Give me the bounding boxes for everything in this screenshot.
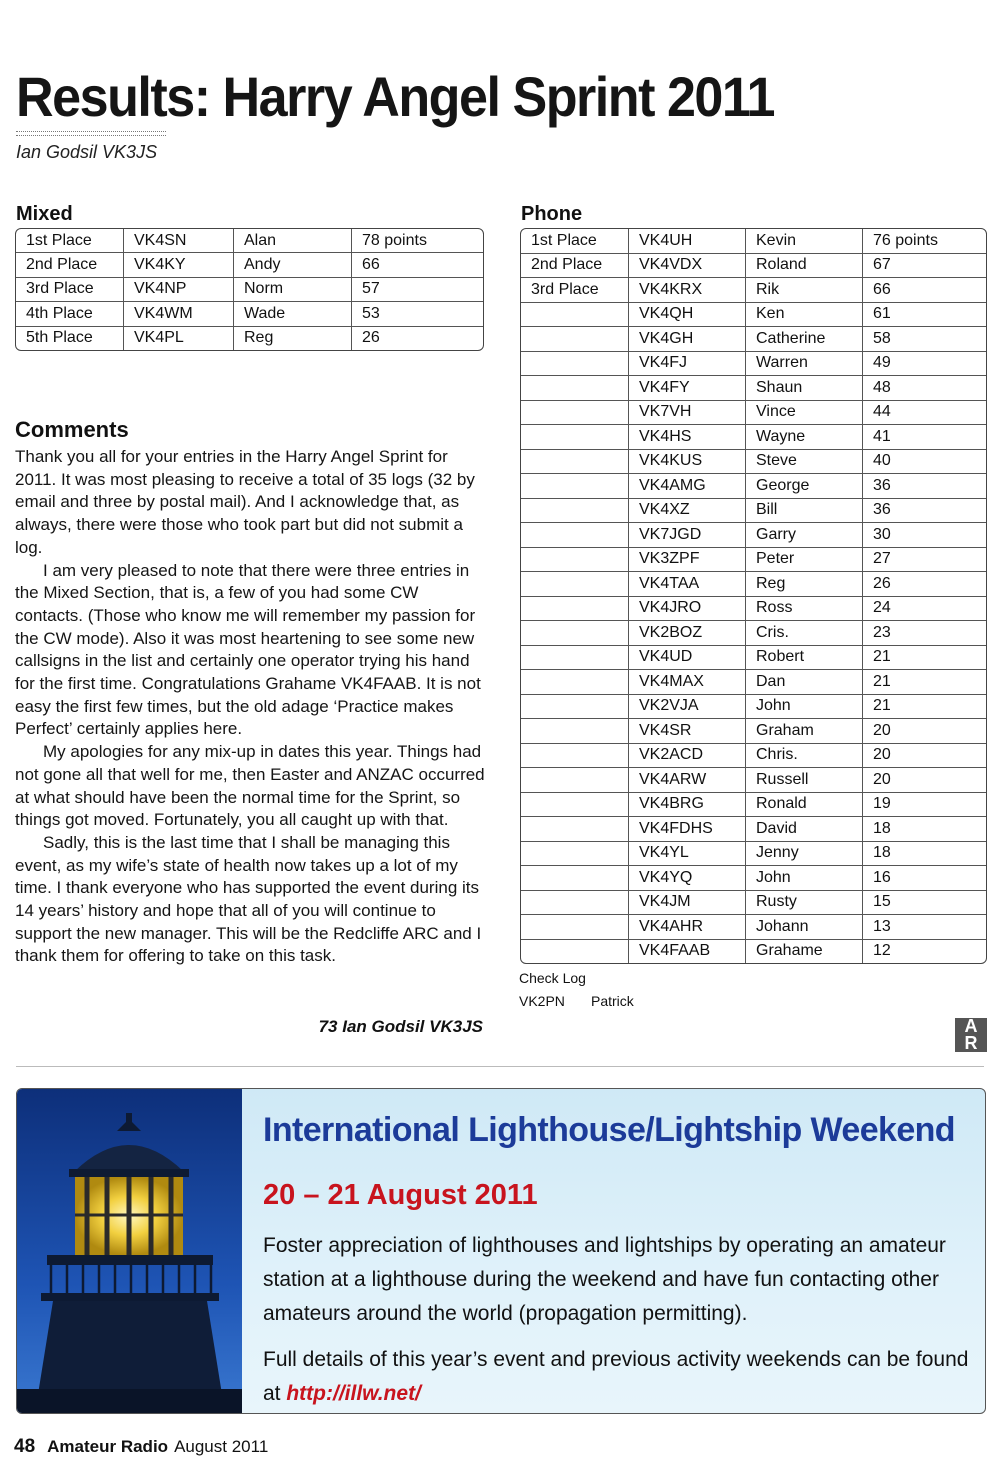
- signoff: 73 Ian Godsil VK3JS: [318, 1017, 483, 1036]
- ad-description: Foster appreciation of lighthouses and lightships by operating an amateur station at a lighthouse during the weekend and have fun contacting other amateurs around the world (propagation permitting).: [263, 1234, 946, 1325]
- section-divider: [16, 1066, 984, 1067]
- operator-cell: Roland: [746, 254, 863, 279]
- score-cell: 20: [863, 719, 986, 744]
- operator-cell: Wade: [234, 302, 352, 326]
- placing-cell: 1st Place: [16, 229, 124, 253]
- operator-cell: Reg: [746, 572, 863, 597]
- placing-cell: 5th Place: [16, 327, 124, 350]
- score-cell: 40: [863, 450, 986, 475]
- table-row: [521, 254, 986, 279]
- table-row: [521, 621, 986, 646]
- score-cell: 27: [863, 548, 986, 573]
- page-footer: [14, 1436, 268, 1458]
- callsign-cell: VK4AHR: [629, 915, 746, 940]
- table-row: [521, 744, 986, 769]
- score-cell: 13: [863, 915, 986, 940]
- score-cell: 19: [863, 793, 986, 818]
- callsign-cell: VK4GH: [629, 327, 746, 352]
- callsign-cell: VK4PL: [124, 327, 234, 350]
- score-cell: 16: [863, 866, 986, 891]
- table-row: [521, 499, 986, 524]
- mixed-results-table: [15, 228, 484, 351]
- score-cell: 21: [863, 646, 986, 671]
- table-row: [521, 229, 986, 254]
- placing-cell: 3rd Place: [521, 278, 629, 303]
- ar-logo-r: R: [964, 1033, 978, 1053]
- byline: Ian Godsil VK3JS: [16, 142, 158, 162]
- score-cell: 57: [352, 278, 483, 302]
- operator-cell: Shaun: [746, 376, 863, 401]
- placing-cell: 2nd Place: [16, 253, 124, 277]
- table-row: [521, 817, 986, 842]
- callsign-cell: VK4FY: [629, 376, 746, 401]
- placing-cell: [521, 523, 629, 548]
- score-cell: 36: [863, 499, 986, 524]
- score-cell: 21: [863, 670, 986, 695]
- operator-cell: Wayne: [746, 425, 863, 450]
- table-row: [521, 597, 986, 622]
- placing-cell: 1st Place: [521, 229, 629, 254]
- table-row: [521, 891, 986, 916]
- score-cell: 36: [863, 474, 986, 499]
- operator-cell: Grahame: [746, 940, 863, 964]
- callsign-cell: VK4HS: [629, 425, 746, 450]
- check-log-label: Check Log: [519, 970, 586, 986]
- score-cell: 48: [863, 376, 986, 401]
- table-row: [521, 425, 986, 450]
- placing-cell: [521, 940, 629, 964]
- table-row: [521, 548, 986, 573]
- callsign-cell: VK4YL: [629, 842, 746, 867]
- callsign-cell: VK4FAAB: [629, 940, 746, 964]
- table-row: [521, 793, 986, 818]
- callsign-cell: VK4ARW: [629, 768, 746, 793]
- score-cell: 41: [863, 425, 986, 450]
- operator-cell: Warren: [746, 352, 863, 377]
- score-cell: 49: [863, 352, 986, 377]
- callsign-cell: VK4JM: [629, 891, 746, 916]
- operator-cell: Chris.: [746, 744, 863, 769]
- callsign-cell: VK4KUS: [629, 450, 746, 475]
- callsign-cell: VK4KRX: [629, 278, 746, 303]
- operator-cell: Vince: [746, 401, 863, 426]
- operator-cell: Russell: [746, 768, 863, 793]
- table-row: [521, 768, 986, 793]
- table-row: [521, 327, 986, 352]
- page-number: 48: [14, 1436, 36, 1457]
- placing-cell: 3rd Place: [16, 278, 124, 302]
- table-row: [16, 302, 483, 326]
- score-cell: 78 points: [352, 229, 483, 253]
- score-cell: 15: [863, 891, 986, 916]
- table-row: [521, 866, 986, 891]
- ar-logo: [955, 1018, 987, 1052]
- operator-cell: Andy: [234, 253, 352, 277]
- score-cell: 23: [863, 621, 986, 646]
- placing-cell: 2nd Place: [521, 254, 629, 279]
- operator-cell: Jenny: [746, 842, 863, 867]
- score-cell: 30: [863, 523, 986, 548]
- placing-cell: [521, 793, 629, 818]
- operator-cell: John: [746, 866, 863, 891]
- placing-cell: [521, 744, 629, 769]
- ad-details: [263, 1343, 975, 1411]
- phone-heading: Phone: [521, 203, 583, 225]
- table-row: [16, 327, 483, 350]
- table-row: [521, 474, 986, 499]
- table-row: [521, 940, 986, 964]
- comments-body: [15, 446, 485, 968]
- table-row: [521, 523, 986, 548]
- callsign-cell: VK4MAX: [629, 670, 746, 695]
- comments-paragraph: I am very pleased to note that there were three entries in the Mixed Section, that is, a few of you had some CW contacts. (Those who know me will remember my passion for the CW mode). Also it was most heartening to see some new callsigns in the list and certainly one operator trying his hand for the first time. Congratulations Grahame VK4FAAB. It is not easy the first few times, but the old adage ‘Practice makes Perfect’ certainly applies here.: [15, 560, 481, 739]
- ad-dates: 20 – 21 August 2011: [263, 1179, 538, 1211]
- callsign-cell: VK4AMG: [629, 474, 746, 499]
- placing-cell: [521, 352, 629, 377]
- score-cell: 12: [873, 942, 891, 960]
- placing-cell: [521, 695, 629, 720]
- placing-cell: [521, 499, 629, 524]
- score-cell: 67: [863, 254, 986, 279]
- check-log-name: Patrick: [591, 993, 634, 1009]
- placing-cell: [521, 597, 629, 622]
- comments-paragraph: Thank you all for your entries in the Harry Angel Sprint for 2011. It was most pleasing to receive a total of 35 logs (32 by email and three by postal mail). And I acknowledge that, as always, there were those who took part but did not submit a log.: [15, 447, 475, 557]
- score-cell: 76 points: [863, 229, 986, 254]
- callsign-cell: VK4VDX: [629, 254, 746, 279]
- comments-paragraph: My apologies for any mix-up in dates this year. Things had not gone all that well for me, then Easter and ANZAC occurred at what should have been the normal time for the Sprint, so things got moved. Fortunately, you all caught up with that.: [15, 742, 485, 830]
- placing-cell: [521, 891, 629, 916]
- operator-cell: Ross: [746, 597, 863, 622]
- operator-cell: Ken: [746, 303, 863, 328]
- table-row: [521, 646, 986, 671]
- placing-cell: [521, 572, 629, 597]
- placing-cell: [521, 474, 629, 499]
- score-cell: 53: [352, 302, 483, 326]
- placing-cell: [521, 866, 629, 891]
- placing-cell: [521, 768, 629, 793]
- callsign-cell: VK4FJ: [629, 352, 746, 377]
- ar-logo-a: A: [964, 1016, 978, 1036]
- operator-cell: Catherine: [746, 327, 863, 352]
- score-cell: 26: [362, 329, 380, 347]
- lighthouse-photo: [17, 1089, 242, 1413]
- placing-cell: [521, 646, 629, 671]
- operator-cell: Johann: [746, 915, 863, 940]
- score-cell: 24: [863, 597, 986, 622]
- table-row: [521, 915, 986, 940]
- callsign-cell: VK4KY: [124, 253, 234, 277]
- mixed-heading: Mixed: [16, 203, 73, 225]
- table-row: [521, 695, 986, 720]
- placing-cell: [521, 401, 629, 426]
- placing-cell: [521, 719, 629, 744]
- operator-cell: Dan: [746, 670, 863, 695]
- operator-cell: John: [746, 695, 863, 720]
- illw-advertisement: [16, 1088, 986, 1414]
- placing-cell: [521, 915, 629, 940]
- table-row: [16, 229, 483, 253]
- callsign-cell: VK4XZ: [629, 499, 746, 524]
- callsign-cell: VK4SR: [629, 719, 746, 744]
- callsign-cell: VK4QH: [629, 303, 746, 328]
- placing-cell: [521, 376, 629, 401]
- score-cell: 20: [863, 744, 986, 769]
- table-row: [521, 376, 986, 401]
- score-cell: 66: [352, 253, 483, 277]
- ad-details-text: Full details of this year’s event and previous activity weekends can be found at: [263, 1348, 969, 1405]
- callsign-cell: VK4FDHS: [629, 817, 746, 842]
- title-underline: [16, 131, 166, 136]
- callsign-cell: VK4NP: [124, 278, 234, 302]
- placing-cell: [521, 621, 629, 646]
- table-row: [521, 303, 986, 328]
- score-cell: 18: [863, 842, 986, 867]
- callsign-cell: VK2BOZ: [629, 621, 746, 646]
- table-row: [16, 253, 483, 277]
- operator-cell: Cris.: [746, 621, 863, 646]
- operator-cell: George: [746, 474, 863, 499]
- callsign-cell: VK4TAA: [629, 572, 746, 597]
- table-row: [521, 670, 986, 695]
- callsign-cell: VK7VH: [629, 401, 746, 426]
- score-cell: 18: [863, 817, 986, 842]
- callsign-cell: VK4WM: [124, 302, 234, 326]
- operator-cell: Bill: [746, 499, 863, 524]
- table-row: [521, 450, 986, 475]
- score-cell: 66: [863, 278, 986, 303]
- table-row: [521, 842, 986, 867]
- callsign-cell: VK4SN: [124, 229, 234, 253]
- comments-heading: Comments: [15, 417, 129, 442]
- callsign-cell: VK4JRO: [629, 597, 746, 622]
- placing-cell: [521, 670, 629, 695]
- table-row: [521, 352, 986, 377]
- operator-cell: Peter: [746, 548, 863, 573]
- phone-results-table: [520, 228, 987, 964]
- callsign-cell: VK4UH: [629, 229, 746, 254]
- callsign-cell: VK2VJA: [629, 695, 746, 720]
- score-cell: 26: [863, 572, 986, 597]
- callsign-cell: VK4UD: [629, 646, 746, 671]
- operator-cell: Alan: [234, 229, 352, 253]
- operator-cell: Kevin: [746, 229, 863, 254]
- score-cell: 20: [863, 768, 986, 793]
- operator-cell: Graham: [746, 719, 863, 744]
- operator-cell: Rik: [746, 278, 863, 303]
- operator-cell: Norm: [234, 278, 352, 302]
- placing-cell: [521, 450, 629, 475]
- placing-cell: [521, 548, 629, 573]
- score-cell: 61: [863, 303, 986, 328]
- operator-cell: Steve: [746, 450, 863, 475]
- table-row: [521, 719, 986, 744]
- table-row: [521, 278, 986, 303]
- callsign-cell: VK4BRG: [629, 793, 746, 818]
- placing-cell: [521, 842, 629, 867]
- table-row: [16, 278, 483, 302]
- callsign-cell: VK7JGD: [629, 523, 746, 548]
- check-log-callsign: VK2PN: [519, 993, 565, 1009]
- operator-cell: Rusty: [746, 891, 863, 916]
- score-cell: 44: [863, 401, 986, 426]
- placing-cell: [521, 327, 629, 352]
- placing-cell: [521, 817, 629, 842]
- ad-link[interactable]: http://illw.net/: [286, 1382, 421, 1405]
- callsign-cell: VK3ZPF: [629, 548, 746, 573]
- operator-cell: Ronald: [746, 793, 863, 818]
- operator-cell: Robert: [746, 646, 863, 671]
- placing-cell: [521, 425, 629, 450]
- page-title: Results: Harry Angel Sprint 2011: [16, 65, 774, 128]
- operator-cell: David: [746, 817, 863, 842]
- score-cell: 58: [863, 327, 986, 352]
- score-cell: 21: [863, 695, 986, 720]
- comments-paragraph: Sadly, this is the last time that I shall be managing this event, as my wife’s state of health now takes up a lot of my time. I thank everyone who has supported the event during its 14 years’ history and hope that all of you will continue to support the new manager. This will be the Redcliffe ARC and I thank them for offering to take on this task.: [15, 832, 482, 966]
- operator-cell: Garry: [746, 523, 863, 548]
- placing-cell: [521, 303, 629, 328]
- magazine-name: Amateur Radio: [47, 1437, 169, 1456]
- table-row: [521, 401, 986, 426]
- callsign-cell: VK2ACD: [629, 744, 746, 769]
- ad-title: International Lighthouse/Lightship Weekend: [263, 1111, 955, 1149]
- callsign-cell: VK4YQ: [629, 866, 746, 891]
- issue-date: August 2011: [174, 1437, 269, 1456]
- placing-cell: 4th Place: [16, 302, 124, 326]
- table-row: [521, 572, 986, 597]
- operator-cell: Reg: [234, 327, 352, 350]
